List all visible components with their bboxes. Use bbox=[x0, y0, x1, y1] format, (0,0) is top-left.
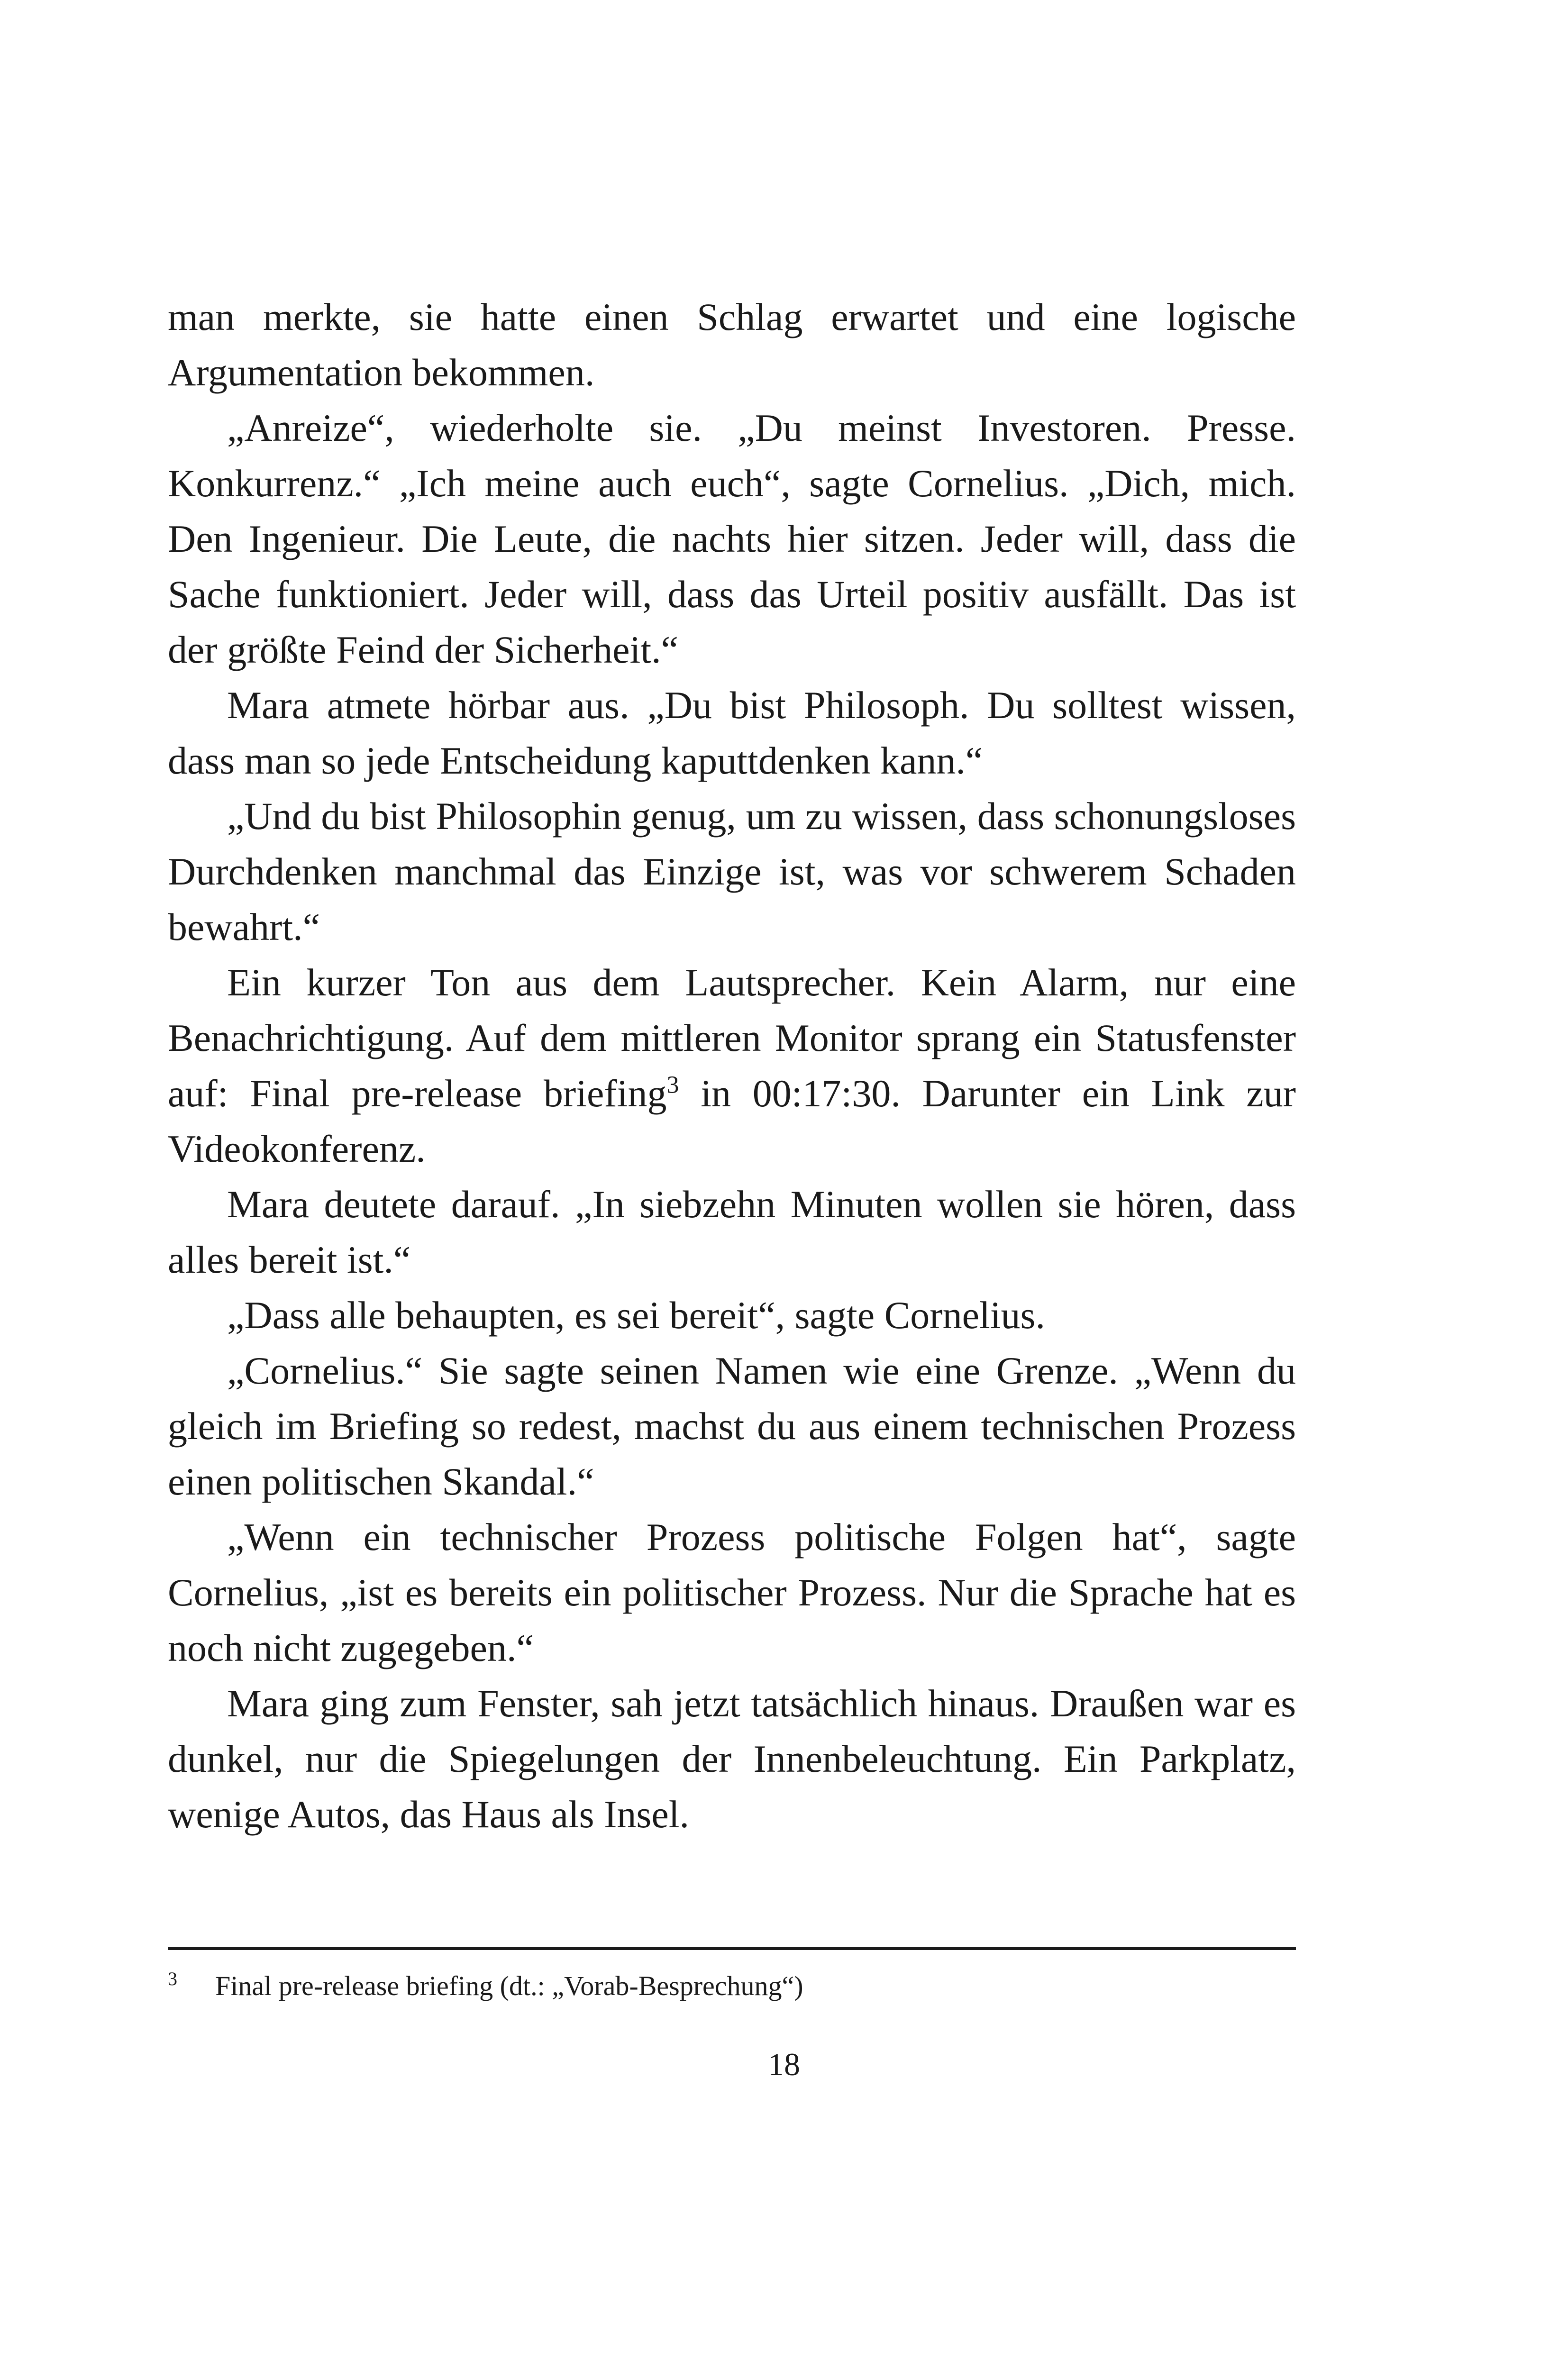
page-number: 18 bbox=[768, 2046, 800, 2082]
paragraph: „Und du bist Philosophin genug, um zu wissen, dass schonungsloses Durchdenken manchmal das Einzige ist, was vor schwerem Schaden bewahrt.“ bbox=[168, 794, 1296, 948]
body-text bbox=[168, 289, 1296, 1842]
paragraph: „Cornelius.“ Sie sagte seinen Namen wie eine Grenze. „Wenn du gleich im Briefing so redest, machst du aus einem technischen Prozess einen politischen Skandal.“ bbox=[168, 1349, 1296, 1503]
paragraph-text-before: Ein kurzer Ton aus dem Lautsprecher. Kein Alarm, nur eine Benachrichtigung. Auf dem mittleren Monitor sprang ein Statusfenster auf: Final pre-release briefing bbox=[168, 961, 1296, 1115]
paragraph-text-after: in 00:17:30. Darunter ein Link zur Videokonferenz. bbox=[168, 1072, 1296, 1170]
paragraph: Mara ging zum Fenster, sah jetzt tatsächlich hinaus. Draußen war es dunkel, nur die Spiegelungen der Innenbeleuchtung. Ein Parkplatz, wenige Autos, das Haus als Insel. bbox=[168, 1682, 1296, 1836]
paragraph: „Dass alle behaupten, es sei bereit“, sagte Cornelius. bbox=[227, 1294, 1045, 1337]
footnote-text: Final pre-release briefing (dt.: „Vorab-Besprechung“) bbox=[215, 1970, 803, 2001]
footnote-number: 3 bbox=[168, 1968, 177, 1989]
paragraph: Mara atmete hörbar aus. „Du bist Philosoph. Du solltest wissen, dass man so jede Entscheidung kaputtdenken kann.“ bbox=[168, 684, 1296, 782]
paragraph: „Wenn ein technischer Prozess politische Folgen hat“, sagte Cornelius, „ist es bereits ein politischer Prozess. Nur die Sprache hat es noch nicht zugegeben.“ bbox=[168, 1515, 1296, 1669]
footnote-divider bbox=[168, 1947, 1296, 1950]
paragraph: Mara deutete darauf. „In siebzehn Minuten wollen sie hören, dass alles bereit ist.“ bbox=[168, 1183, 1296, 1281]
paragraph: „Anreize“, wiederholte sie. „Du meinst Investoren. Presse. Konkurrenz.“ „Ich meine auch euch“, sagte Cornelius. „Dich, mich. Den Ingenieur. Die Leute, die nachts hier sitzen. Jeder will, dass die Sache funktioniert. Jeder will, dass das Urteil positiv ausfällt. Das ist der größte Feind der Sicherheit.“ bbox=[168, 406, 1296, 671]
paragraph-with-footnote bbox=[168, 955, 1296, 1176]
paragraph: man merkte, sie hatte einen Schlag erwartet und eine logische Argumentation bekommen. bbox=[168, 295, 1296, 394]
footnote-marker: 3 bbox=[666, 1071, 679, 1099]
footnote bbox=[168, 1967, 1296, 2005]
